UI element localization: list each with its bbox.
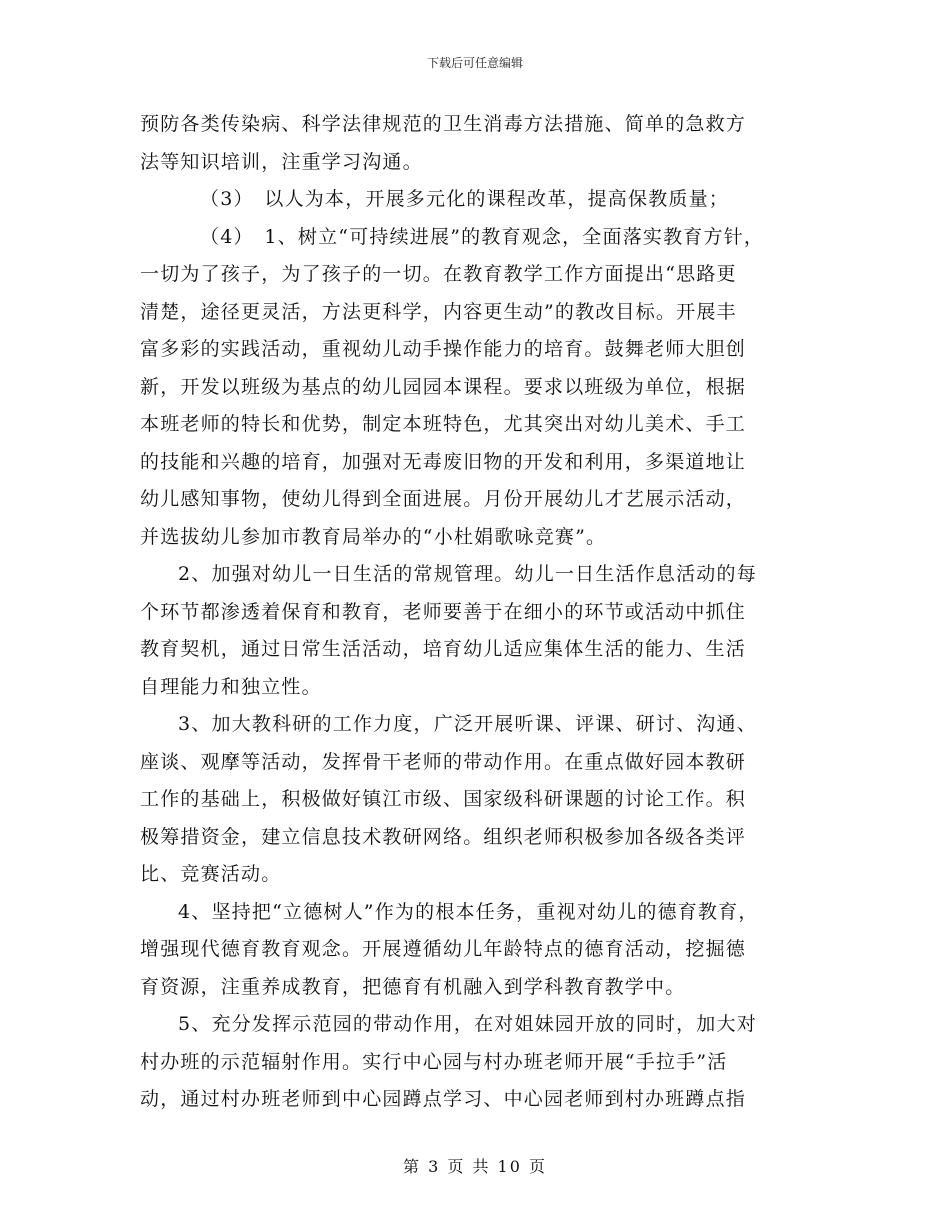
- page-header: 下载后可任意编辑: [426, 56, 523, 70]
- text-line: 新，开发以班级为基点的幼儿园园本课程。要求以班级为单位，根据: [140, 375, 747, 398]
- text-line: 3、加大教科研的工作力度，广泛开展听课、评课、研讨、沟通、: [178, 713, 757, 735]
- text-line: 座谈、观摩等活动，发挥骨干老师的带动作用。在重点做好园本教研: [140, 750, 747, 773]
- text-line: 富多彩的实践活动，重视幼儿动手操作能力的培育。鼓舞老师大胆创: [140, 338, 747, 360]
- text-line: 个环节都渗透着保育和教育，老师要善于在细小的环节或活动中抓住: [140, 600, 747, 623]
- text-line: 一切为了孩子，为了孩子的一切。在教育教学工作方面提出“思路更: [140, 263, 737, 285]
- text-line: 极筹措资金，建立信息技术教研网络。组织老师积极参加各级各类评: [140, 825, 747, 848]
- text-line: 的技能和兴趣的培育，加强对无毒废旧物的开发和利用，多渠道地让: [140, 450, 747, 473]
- text-line: 动，通过村办班老师到中心园蹲点学习、中心园老师到村办班蹲点指: [140, 1088, 747, 1110]
- text-line: 村办班的示范辐射作用。实行中心园与村办班老师开展“手拉手”活: [140, 1050, 728, 1073]
- text-line: 本班老师的特长和优势，制定本班特色，尤其突出对幼儿美术、手工: [140, 413, 747, 435]
- text-line: 5、充分发挥示范园的带动作用，在对姐妹园开放的同时，加大对: [178, 1013, 757, 1035]
- text-line: 幼儿感知事物，使幼儿得到全面进展。月份开展幼儿才艺展示活动，: [140, 488, 747, 510]
- text-line: （4） 1、树立“可持续进展”的教育观念，全面落实教育方针，: [200, 225, 765, 248]
- text-line: 自理能力和独立性。: [140, 675, 322, 698]
- text-line: 并选拔幼儿参加市教育局举办的“小杜娟歌咏竞赛”。: [140, 525, 607, 548]
- text-line: 清楚，途径更灵活，方法更科学，内容更生动”的教改目标。开展丰: [140, 300, 737, 323]
- text-line: （3） 以人为本，开展多元化的课程改革，提高保教质量；: [200, 188, 729, 210]
- body-text: [140, 106, 830, 1119]
- text-line: 教育契机，通过日常生活活动，培育幼儿适应集体生活的能力、生活: [140, 638, 747, 660]
- text-line: 2、加强对幼儿一日生活的常规管理。幼儿一日生活作息活动的每: [178, 563, 757, 585]
- text-line: 增强现代德育教育观念。开展遵循幼儿年龄特点的德育活动，挖掘德: [140, 938, 747, 960]
- text-line: 预防各类传染病、科学法律规范的卫生消毒方法措施、简单的急救方: [140, 113, 747, 135]
- text-line: 法等知识培训，注重学习沟通。: [140, 150, 423, 173]
- text-line: 工作的基础上，积极做好镇江市级、国家级科研课题的讨论工作。积: [140, 788, 747, 810]
- text-line: 4、坚持把“立德树人”作为的根本任务，重视对幼儿的德育教育，: [178, 900, 759, 923]
- text-line: 育资源，注重养成教育，把德育有机融入到学科教育教学中。: [140, 975, 686, 998]
- page-footer: 第 3 页 共 10 页: [403, 1157, 547, 1176]
- text-line: 比、竞赛活动。: [140, 863, 282, 885]
